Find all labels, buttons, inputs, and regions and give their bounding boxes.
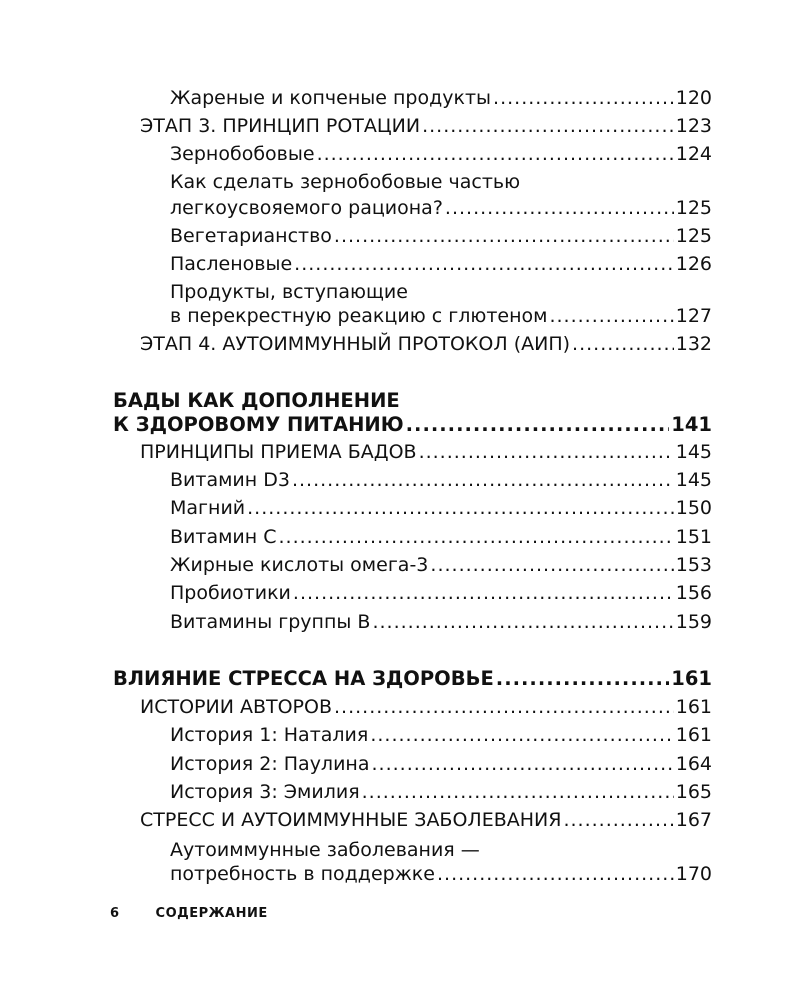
toc-entry[interactable] <box>170 752 712 777</box>
toc-entry-page: 145 <box>675 469 712 491</box>
toc-entry-page: 120 <box>675 87 712 109</box>
toc-entry-title: Жирные кислоты омега-3 <box>170 554 429 576</box>
toc-entry-title: в перекрестную реакцию с глютеном <box>170 305 548 327</box>
dot-leader <box>247 496 674 521</box>
dot-leader <box>294 252 674 277</box>
toc-entry-title: потребность в поддержке <box>170 863 435 885</box>
dot-leader <box>493 86 674 111</box>
dot-leader <box>292 468 674 493</box>
toc-entry-page: 156 <box>675 582 712 604</box>
toc-section-page: 141 <box>671 413 712 436</box>
dot-leader <box>422 114 674 139</box>
dot-leader <box>334 695 674 720</box>
dot-leader <box>572 332 674 357</box>
dot-leader <box>445 196 674 221</box>
toc-entry-page: 125 <box>675 225 712 247</box>
toc-entry[interactable] <box>170 525 712 550</box>
toc-entry-page: 151 <box>675 526 712 548</box>
toc-entry-page: 123 <box>675 115 712 137</box>
toc-entry-page: 164 <box>675 753 712 775</box>
toc-entry-title-line1: Продукты, вступающие <box>170 281 408 303</box>
toc-entry-page: 153 <box>675 554 712 576</box>
toc-entry[interactable] <box>140 440 712 465</box>
toc-entry-page: 167 <box>675 809 712 831</box>
toc-entry[interactable] <box>140 808 712 833</box>
dot-leader <box>563 808 673 833</box>
toc-section[interactable] <box>113 666 712 691</box>
dot-leader <box>334 224 674 249</box>
toc-entry-title: Витамин D3 <box>170 469 290 491</box>
dot-leader <box>293 581 674 606</box>
dot-leader <box>430 553 673 578</box>
running-head: СОДЕРЖАНИЕ <box>155 906 268 921</box>
toc-entry[interactable] <box>170 224 712 249</box>
toc-entry-page: 161 <box>675 696 712 718</box>
toc-entry-title: История 1: Наталия <box>170 724 369 746</box>
toc-entry[interactable] <box>170 304 712 329</box>
dot-leader <box>317 142 674 167</box>
toc-entry-page: 132 <box>675 333 712 355</box>
toc-entry-page: 124 <box>675 143 712 165</box>
toc-entry-page: 127 <box>675 305 712 327</box>
dot-leader <box>370 723 673 748</box>
toc-entry-title: История 2: Паулина <box>170 753 370 775</box>
toc-entry[interactable] <box>170 142 712 167</box>
toc-entry-title: Вегетарианство <box>170 225 332 247</box>
toc-entry-title: Пробиотики <box>170 582 291 604</box>
page-number: 6 <box>110 906 120 921</box>
toc-entry-title: Пасленовые <box>170 253 293 275</box>
dot-leader <box>549 304 673 329</box>
toc-entry[interactable] <box>140 695 712 720</box>
toc-entry[interactable] <box>170 553 712 578</box>
toc-entry[interactable] <box>170 581 712 606</box>
toc-section-title: ВЛИЯНИЕ СТРЕССА НА ЗДОРОВЬЕ <box>113 667 494 690</box>
toc-section-page: 161 <box>671 667 712 690</box>
toc-entry-title: Жареные и копченые продукты <box>170 87 492 109</box>
toc-entry-title: ЭТАП 3. ПРИНЦИП РОТАЦИИ <box>140 115 421 137</box>
dot-leader <box>362 780 674 805</box>
toc-entry[interactable] <box>170 468 712 493</box>
dot-leader <box>496 666 669 691</box>
toc-section[interactable] <box>113 412 712 437</box>
toc-entry-title: Магний <box>170 497 246 519</box>
toc-entry-title-line1: Как сделать зернобобовые частью <box>170 171 521 193</box>
toc-entry[interactable] <box>170 723 712 748</box>
toc-entry-page: 126 <box>675 253 712 275</box>
toc-entry-page: 125 <box>675 197 712 219</box>
dot-leader <box>406 412 670 437</box>
toc-entry-title: Витамины группы В <box>170 611 371 633</box>
toc-entry-title-line1: Аутоиммунные заболевания — <box>170 839 480 861</box>
toc-entry-page: 165 <box>675 781 712 803</box>
toc-entry[interactable] <box>140 332 712 357</box>
toc-entry-title: ИСТОРИИ АВТОРОВ <box>140 696 333 718</box>
toc-entry-title: ПРИНЦИПЫ ПРИЕМА БАДОВ <box>140 441 417 463</box>
toc-entry[interactable] <box>170 780 712 805</box>
toc-entry[interactable] <box>170 610 712 635</box>
toc-entry[interactable] <box>140 114 712 139</box>
toc-entry[interactable] <box>170 496 712 521</box>
toc-entry-page: 159 <box>675 611 712 633</box>
toc-section-title-line1: БАДЫ КАК ДОПОЛНЕНИЕ <box>113 389 400 412</box>
toc-entry[interactable] <box>170 86 712 111</box>
toc-section-title: К ЗДОРОВОМУ ПИТАНИЮ <box>113 413 404 436</box>
dot-leader <box>372 610 673 635</box>
toc-entry-title: СТРЕСС И АУТОИММУННЫЕ ЗАБОЛЕВАНИЯ <box>140 809 562 831</box>
toc-entry-page: 145 <box>675 441 712 463</box>
toc-entry-title: Зернобобовые <box>170 143 315 165</box>
dot-leader <box>419 440 674 465</box>
dot-leader <box>437 862 674 887</box>
dot-leader <box>372 752 674 777</box>
toc-entry[interactable] <box>170 862 712 887</box>
toc-entry-title: История 3: Эмилия <box>170 781 360 803</box>
toc-entry[interactable] <box>170 196 712 221</box>
toc-entry-page: 170 <box>675 863 712 885</box>
page-footer <box>110 906 268 921</box>
toc-entry-title: ЭТАП 4. АУТОИММУННЫЙ ПРОТОКОЛ (АИП) <box>140 333 571 355</box>
toc-entry-title: легкоусвояемого рациона? <box>170 197 443 219</box>
dot-leader <box>279 525 674 550</box>
toc-entry-title: Витамин С <box>170 526 277 548</box>
toc-entry-page: 161 <box>675 724 712 746</box>
toc-entry-page: 150 <box>675 497 712 519</box>
toc-entry[interactable] <box>170 252 712 277</box>
